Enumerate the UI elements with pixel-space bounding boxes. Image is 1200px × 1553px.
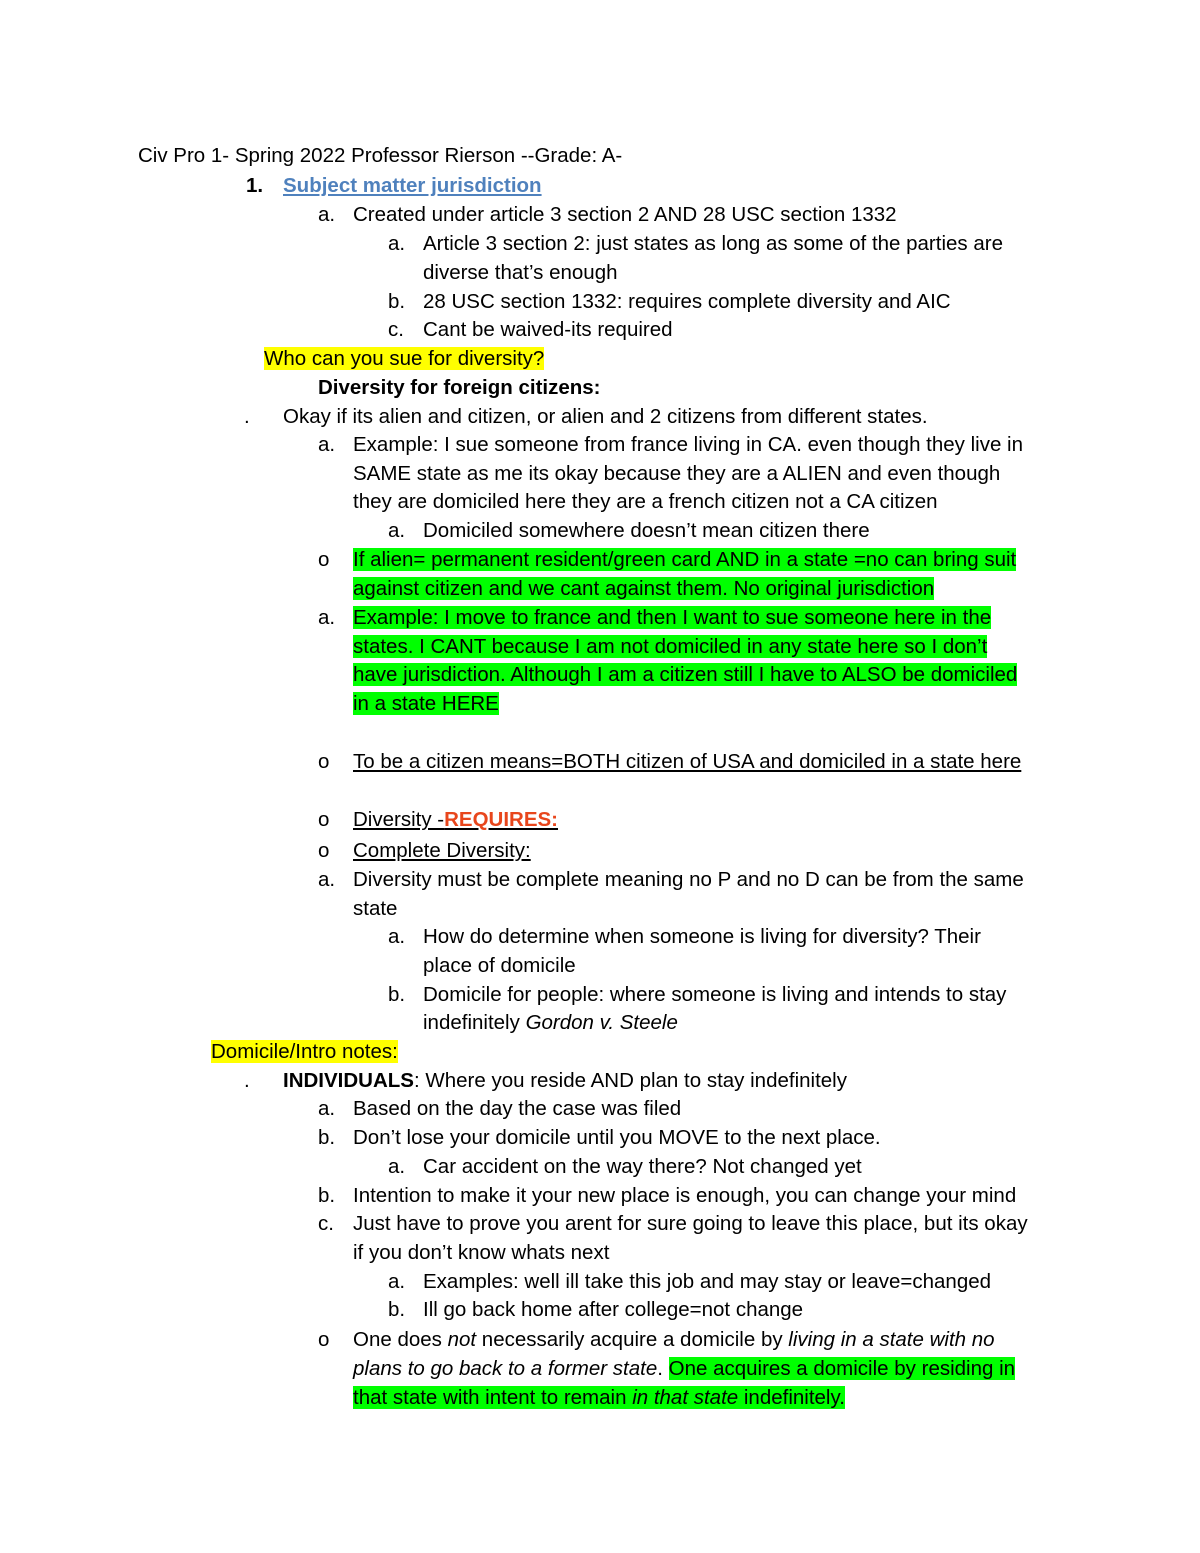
list-marker: . — [244, 405, 250, 428]
list-marker: a. — [388, 925, 406, 948]
text-run: necessarily acquire a domicile by — [476, 1328, 789, 1351]
highlighted-heading — [211, 1037, 398, 1066]
individuals-label: INDIVIDUALS — [283, 1069, 414, 1092]
bullet-marker: o — [318, 750, 330, 773]
highlight-text: Domicile/Intro notes: — [211, 1040, 398, 1063]
list-item-continuation — [353, 689, 499, 718]
list-item-highlighted — [353, 603, 991, 632]
highlight-text: that state with intent to remain — [353, 1386, 633, 1409]
list-item: 28 USC section 1332: requires complete diversity and AIC — [423, 290, 951, 313]
list-item-continuation — [353, 574, 934, 603]
case-citation: Gordon v. Steele — [525, 1011, 678, 1034]
highlight-text: If alien= permanent resident/green card AND in a state =no can bring suit — [353, 548, 1017, 571]
list-item: Article 3 section 2: just states as long as some of the parties are — [423, 232, 1003, 255]
highlighted-heading — [264, 344, 544, 373]
list-item: Diversity must be complete meaning no P and no D can be from the same — [353, 868, 1024, 891]
list-item-underlined: Complete Diversity: — [353, 839, 531, 862]
list-marker: a. — [388, 232, 406, 255]
list-marker: b. — [388, 983, 406, 1006]
requires-label: REQUIRES: — [444, 808, 559, 831]
list-item-continuation — [423, 1008, 678, 1037]
list-item: Ill go back home after college=not change — [423, 1298, 804, 1321]
list-item-continuation: place of domicile — [423, 954, 576, 977]
list-marker: a. — [318, 606, 336, 629]
list-item: Based on the day the case was filed — [353, 1097, 682, 1120]
section-heading-link[interactable]: Subject matter jurisdiction — [283, 174, 542, 197]
subheading: Diversity for foreign citizens: — [318, 376, 601, 399]
list-item: Intention to make it your new place is enough, you can change your mind — [353, 1184, 1017, 1207]
list-marker: a. — [318, 203, 336, 226]
list-item-text: : Where you reside AND plan to stay indefinitely — [413, 1069, 847, 1092]
list-item: Domiciled somewhere doesn’t mean citizen there — [423, 519, 870, 542]
list-marker: b. — [388, 290, 406, 313]
list-marker: a. — [388, 519, 406, 542]
list-item — [353, 1325, 995, 1354]
list-marker: b. — [318, 1126, 336, 1149]
list-item: Created under article 3 section 2 AND 28 USC section 1332 — [353, 203, 897, 226]
list-item: Don’t lose your domicile until you MOVE to the next place. — [353, 1126, 881, 1149]
list-item — [283, 1066, 847, 1095]
list-marker: a. — [388, 1270, 406, 1293]
highlight-text: states. I CANT because I am not domiciled in any state here so I don’t — [353, 635, 988, 658]
list-item: Example: I sue someone from france living in CA. even though they live in — [353, 433, 1024, 456]
list-item-continuation: SAME state as me its okay because they are a ALIEN and even though — [353, 462, 1001, 485]
list-item-continuation: they are domiciled here they are a french citizen not a CA citizen — [353, 490, 938, 513]
list-marker: 1. — [246, 174, 264, 197]
list-marker: . — [244, 1069, 250, 1092]
list-item: Just have to prove you arent for sure going to leave this place, but its okay — [353, 1212, 1028, 1235]
bullet-marker: o — [318, 548, 330, 571]
bullet-marker: o — [318, 1328, 330, 1351]
highlight-text: have jurisdiction. Although I am a citizen still I have to ALSO be domiciled — [353, 663, 1018, 686]
highlight-italic-run: in that state — [632, 1386, 739, 1409]
list-item-continuation — [353, 1354, 1015, 1383]
list-marker: c. — [318, 1212, 334, 1235]
italic-run: living in a state with no — [788, 1328, 995, 1351]
list-item: Cant be waived-its required — [423, 318, 673, 341]
list-marker: a. — [318, 868, 336, 891]
highlight-text: against citizen and we cant against them. No original jurisdiction — [353, 577, 935, 600]
bullet-marker: o — [318, 839, 330, 862]
highlight-text: Who can you sue for diversity? — [264, 347, 545, 370]
list-item-text: Diversity - — [353, 808, 445, 831]
text-run: One does — [353, 1328, 448, 1351]
list-item-continuation: state — [353, 897, 398, 920]
list-item: Okay if its alien and citizen, or alien and 2 citizens from different states. — [283, 405, 928, 428]
list-item: Car accident on the way there? Not changed yet — [423, 1155, 862, 1178]
list-item-continuation — [353, 1383, 845, 1412]
highlight-text: indefinitely. — [738, 1386, 845, 1409]
list-marker: a. — [318, 433, 336, 456]
highlight-text: One acquires a domicile by residing in — [668, 1357, 1016, 1380]
list-item-continuation: if you don’t know whats next — [353, 1241, 610, 1264]
list-marker: b. — [318, 1184, 336, 1207]
list-marker: b. — [388, 1298, 406, 1321]
list-item: How do determine when someone is living for diversity? Their — [423, 925, 981, 948]
text-run: . — [657, 1357, 669, 1380]
highlight-text: in a state HERE — [353, 692, 499, 715]
list-item-highlighted — [353, 545, 1016, 574]
list-item-text: indefinitely — [423, 1011, 526, 1034]
list-item-underlined: To be a citizen means=BOTH citizen of USA and domiciled in a state here — [353, 750, 1022, 773]
list-item: Examples: well ill take this job and may stay or leave=changed — [423, 1270, 992, 1293]
italic-run: not — [447, 1328, 477, 1351]
list-marker: a. — [318, 1097, 336, 1120]
italic-run: plans to go back to a former state — [353, 1357, 658, 1380]
list-marker: a. — [388, 1155, 406, 1178]
list-marker: c. — [388, 318, 404, 341]
list-item-continuation — [353, 660, 1017, 689]
list-item-continuation — [353, 632, 987, 661]
list-item-underlined — [353, 805, 558, 834]
highlight-text: Example: I move to france and then I want to sue someone here in the — [353, 606, 992, 629]
document-title: Civ Pro 1- Spring 2022 Professor Rierson --Grade: A- — [138, 144, 623, 167]
bullet-marker: o — [318, 808, 330, 831]
list-item-continuation: diverse that’s enough — [423, 261, 618, 284]
list-item: Domicile for people: where someone is living and intends to stay — [423, 983, 1007, 1006]
